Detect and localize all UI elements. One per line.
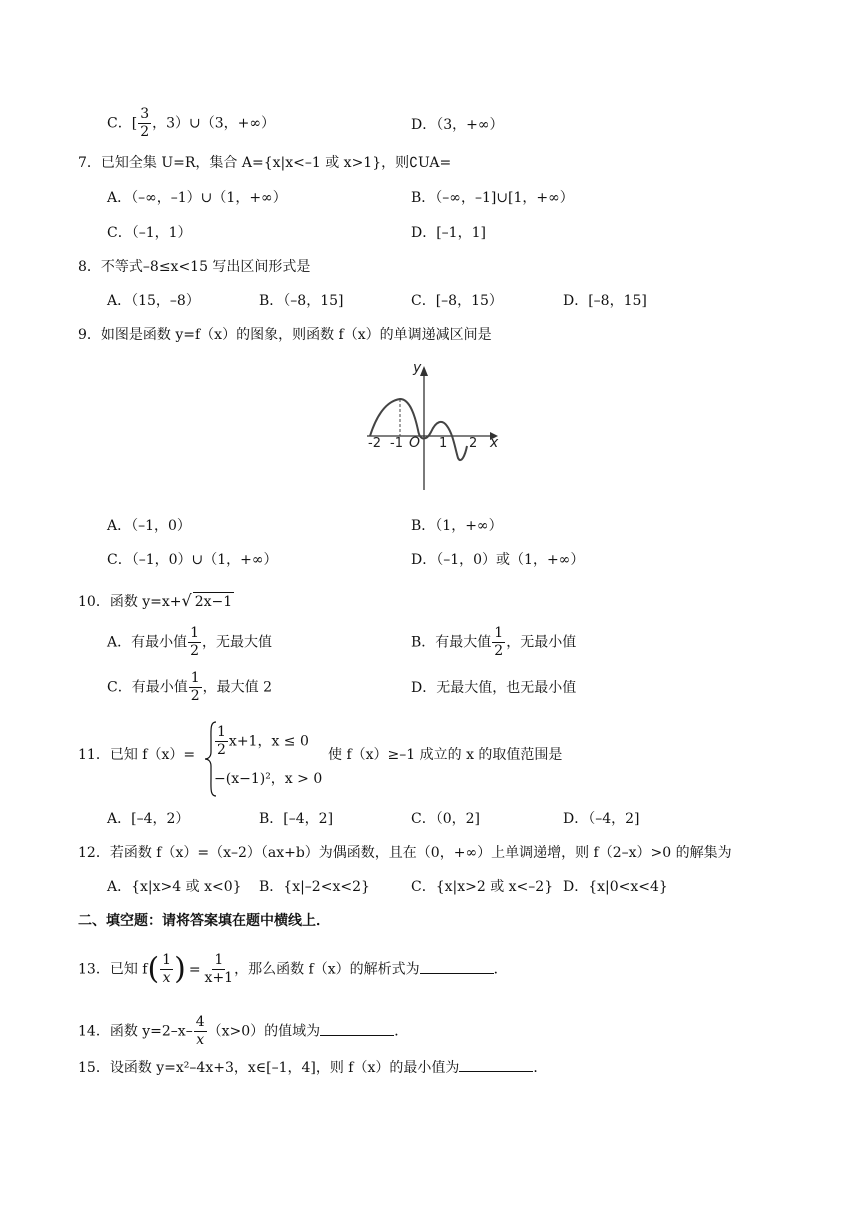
- q13: 13．已知 f( $\frac{1}{x}$ ) = $\frac{1}{x+1}$ ，那么函数 f（x）的解析式为 ．: [78, 951, 508, 987]
- tick-label: 1: [439, 436, 448, 451]
- tick-label: -2: [368, 436, 381, 451]
- origin-label: O: [409, 435, 421, 451]
- fraction-one-half: $\frac{1}{2}$: [494, 625, 504, 659]
- radicand: 2x−1: [194, 594, 233, 610]
- q7-option-a: A．（–∞，–1）∪（1，+∞）: [107, 190, 287, 206]
- fraction-one-over-x: $\frac{1}{x}$: [162, 952, 172, 986]
- answer-blank[interactable]: [459, 1058, 533, 1072]
- q11-option-a: A．[–4，2）: [107, 811, 190, 827]
- q11-option-d: D．（–4，2]: [563, 811, 640, 827]
- q10-stem: 10．函数 y=x+√ 2x−1: [78, 591, 233, 610]
- q8-option-d: D．[–8，15]: [563, 293, 647, 309]
- q11-option-b: B．[–4，2]: [259, 811, 334, 827]
- q12-option-a: A．{x|x>4 或 x<0}: [107, 879, 242, 895]
- q10-option-b: B．有最大值 $\frac{1}{2}$ ，无最小值: [411, 625, 577, 659]
- q7-stem: 7．已知全集 U=R，集合 A={x|x<–1 或 x>1}，则∁UA=: [78, 155, 452, 171]
- q9-option-a: A．（–1，0）: [107, 518, 191, 534]
- q8-option-a: A．（15，–8）: [107, 293, 200, 309]
- q12-option-c: C．{x|x>2 或 x<–2}: [411, 879, 554, 895]
- fraction-four-over-x: $\frac{4}{x}$: [195, 1014, 205, 1048]
- q11-case-1: $\frac{1}{2}$ x+1，x ≤ 0: [217, 724, 309, 758]
- q7-option-b: B．（–∞，–1]∪[1，+∞）: [411, 190, 574, 206]
- answer-blank[interactable]: [320, 1022, 394, 1036]
- q12-stem: 12．若函数 f（x）=（x–2）（ax+b）为偶函数，且在（0，+∞）上单调递增，则 f（2–x）>0 的解集为: [78, 845, 732, 861]
- q8-option-c: C．[–8，15）: [411, 293, 503, 309]
- q11-stem-prefix: 11．已知 f（x）=: [78, 747, 196, 763]
- fraction-one-over-x-plus-one: $\frac{1}{x+1}$: [204, 952, 234, 986]
- fraction-one-half: $\frac{1}{2}$: [190, 670, 200, 704]
- q10-option-d: D．无最大值，也无最小值: [411, 680, 577, 696]
- q9-option-d: D．（–1，0）或（1，+∞）: [411, 552, 585, 568]
- fraction-one-half: $\frac{1}{2}$: [217, 724, 226, 758]
- q9-stem: 9．如图是函数 y=f（x）的图象，则函数 f（x）的单调递减区间是: [78, 327, 492, 343]
- q15: 15．设函数 y=x²–4x+3，x∈[–1，4]，则 f（x）的最小值为 ．: [78, 1060, 548, 1076]
- q12-option-d: D．{x|0<x<4}: [563, 879, 668, 895]
- q8-option-b: B．（–8，15]: [259, 293, 344, 309]
- q11-case-2: −(x−1)²，x > 0: [214, 771, 323, 787]
- y-axis-label: y: [413, 360, 422, 376]
- radical-sign-icon: √: [181, 591, 192, 610]
- function-graph: [365, 356, 500, 496]
- q7-option-c: C．（–1，1）: [107, 225, 192, 241]
- q14: 14．函数 y=2–x– $\frac{4}{x}$ （x>0）的值域为 ．: [78, 1014, 409, 1048]
- q9-option-c: C．（–1，0）∪（1，+∞）: [107, 552, 278, 568]
- fraction-one-half: $\frac{1}{2}$: [190, 625, 200, 659]
- answer-blank[interactable]: [420, 960, 494, 974]
- q6-option-c: C．[ $\frac{3}{2}$ ，3）∪（3，+∞）: [107, 106, 276, 140]
- q6-option-d: D．（3，+∞）: [411, 117, 504, 133]
- q10-option-c: C．有最小值 $\frac{1}{2}$ ，最大值 2: [107, 670, 272, 704]
- tick-label: -1: [390, 436, 403, 451]
- left-paren: (: [147, 951, 160, 987]
- q11-option-c: C．（0，2]: [411, 811, 480, 827]
- q12-option-b: B．{x|–2<x<2}: [259, 879, 370, 895]
- q8-stem: 8．不等式–8≤x<15 写出区间形式是: [78, 259, 311, 275]
- fraction-three-halves: $\frac{3}{2}$: [140, 106, 150, 140]
- q7-option-d: D．[–1，1]: [411, 225, 486, 241]
- right-paren: ): [174, 951, 186, 987]
- q9-option-b: B．（1，+∞）: [411, 518, 503, 534]
- q10-option-a: A．有最小值 $\frac{1}{2}$ ，无最大值: [107, 625, 273, 659]
- section-heading: 二、填空题：请将答案填在题中横线上．: [78, 913, 330, 929]
- tick-label: 2: [469, 436, 478, 451]
- x-axis-label: x: [490, 435, 499, 451]
- q11-stem-suffix: 使 f（x）≥–1 成立的 x 的取值范围是: [328, 747, 563, 763]
